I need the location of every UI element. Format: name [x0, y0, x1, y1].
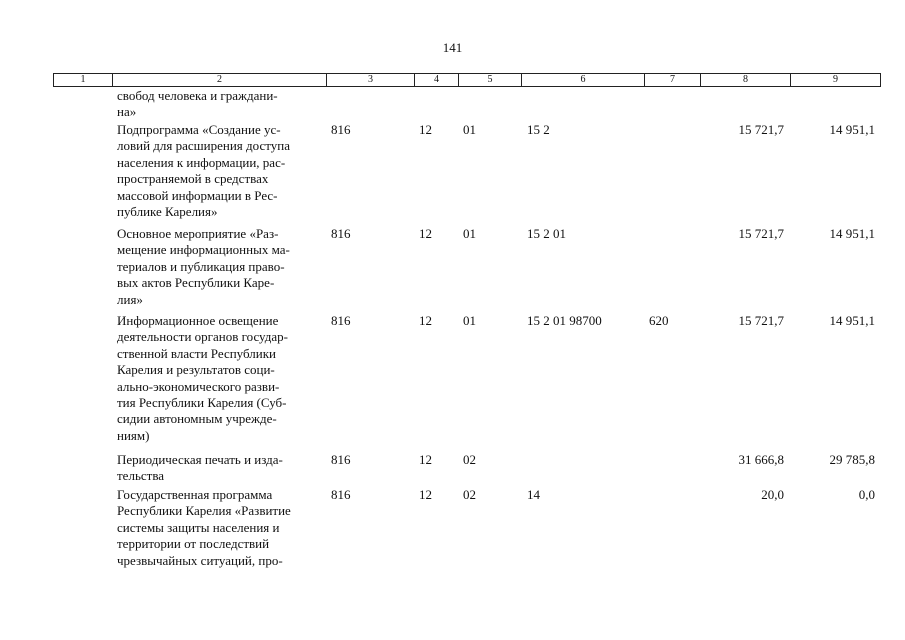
- cell-col6: 14: [527, 487, 540, 502]
- row-name-line: ловий для расширения доступа: [117, 138, 290, 154]
- cell-col4: 12: [419, 226, 432, 241]
- row-name-line: территории от последствий: [117, 536, 270, 552]
- cell-col6: 15 2 01: [527, 226, 566, 241]
- row-name-line: Подпрограмма «Создание ус-: [117, 122, 281, 137]
- row-name: [117, 487, 323, 569]
- cell-col9: 14 951,1: [829, 226, 875, 241]
- row-name-line: сидии автономным учрежде-: [117, 411, 277, 427]
- cell-col5: 01: [463, 122, 476, 137]
- cell-col8: 15 721,7: [738, 122, 784, 137]
- row-name-line: системы защиты населения и: [117, 519, 280, 535]
- cell-col9: 29 785,8: [829, 452, 875, 467]
- column-header-3: 3: [326, 73, 414, 87]
- row-name: [117, 452, 323, 485]
- row-name-line: мещение информационных ма-: [117, 242, 290, 258]
- row-name-line: Периодическая печать и изда-: [117, 452, 283, 467]
- row-name-line: на»: [117, 104, 137, 120]
- row-name-line: публике Карелия»: [117, 204, 218, 220]
- row-name-line: ально-экономического разви-: [117, 378, 280, 394]
- column-header-8: 8: [700, 73, 790, 87]
- row-name-line: ниям): [117, 427, 150, 443]
- column-header-5: 5: [458, 73, 521, 87]
- cell-col5: 02: [463, 487, 476, 502]
- row-name-line: Карелия и результатов соци-: [117, 362, 275, 378]
- cell-col9: 0,0: [858, 487, 875, 502]
- cell-col3: 816: [331, 122, 351, 137]
- row-name-line: деятельности органов государ-: [117, 329, 288, 345]
- cell-col3: 816: [331, 226, 351, 241]
- cell-col7: 620: [649, 313, 669, 328]
- cell-col5: 01: [463, 313, 476, 328]
- page-number: 141: [442, 40, 463, 55]
- row-name: [117, 88, 323, 121]
- row-name-line: Республики Карелия «Развитие: [117, 503, 291, 519]
- cell-col5: 01: [463, 226, 476, 241]
- cell-col8: 15 721,7: [738, 313, 784, 328]
- cell-col9: 14 951,1: [829, 313, 875, 328]
- row-name-line: Государственная программа: [117, 487, 273, 502]
- row-name-line: териалов и публикация право-: [117, 258, 285, 274]
- row-name-line: массовой информации в Рес-: [117, 187, 278, 203]
- row-name-line: лия»: [117, 291, 143, 307]
- column-header-9: 9: [790, 73, 881, 87]
- cell-col4: 12: [419, 122, 432, 137]
- cell-col6: 15 2 01 98700: [527, 313, 602, 328]
- cell-col3: 816: [331, 487, 351, 502]
- column-header-1: 1: [53, 73, 112, 87]
- row-name-line: ственной власти Республики: [117, 345, 277, 361]
- cell-col4: 12: [419, 487, 432, 502]
- row-name: [117, 226, 323, 308]
- row-name-line: Информационное освещение: [117, 313, 279, 328]
- cell-col8: 31 666,8: [738, 452, 784, 467]
- row-name: [117, 313, 323, 444]
- cell-col4: 12: [419, 452, 432, 467]
- row-name-line: тельства: [117, 468, 165, 484]
- cell-col8: 20,0: [761, 487, 784, 502]
- cell-col5: 02: [463, 452, 476, 467]
- row-name-line: чрезвычайных ситуаций, про-: [117, 552, 283, 568]
- column-header-6: 6: [521, 73, 644, 87]
- column-header-4: 4: [414, 73, 458, 87]
- cell-col3: 816: [331, 313, 351, 328]
- row-name-line: вых актов Республики Каре-: [117, 275, 275, 291]
- cell-col3: 816: [331, 452, 351, 467]
- cell-col8: 15 721,7: [738, 226, 784, 241]
- row-name-line: тия Республики Карелия (Суб-: [117, 395, 287, 411]
- row-name-line: свобод человека и граждани-: [117, 88, 278, 103]
- column-header-7: 7: [644, 73, 700, 87]
- cell-col4: 12: [419, 313, 432, 328]
- row-name-line: Основное мероприятие «Раз-: [117, 226, 279, 241]
- row-name-line: пространяемой в средствах: [117, 171, 269, 187]
- cell-col6: 15 2: [527, 122, 550, 137]
- row-name-line: населения к информации, рас-: [117, 154, 286, 170]
- cell-col9: 14 951,1: [829, 122, 875, 137]
- row-name: [117, 122, 323, 220]
- column-header-2: 2: [112, 73, 326, 87]
